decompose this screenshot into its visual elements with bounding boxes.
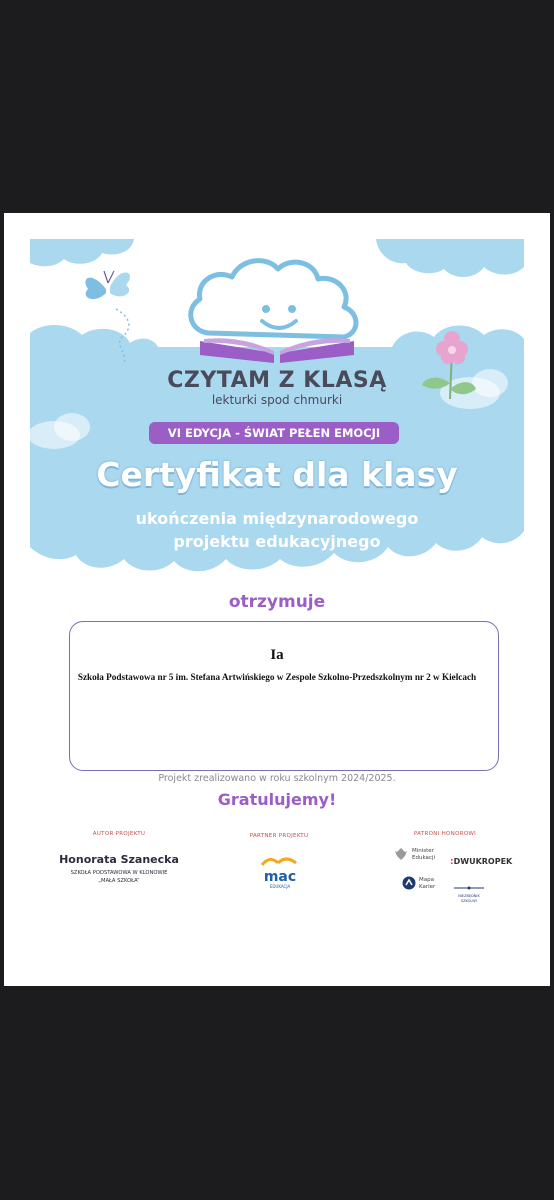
map-pin-icon (402, 876, 416, 890)
partner-heading: PARTNER PROJEKTU (249, 833, 309, 839)
patron-dwukropek-label: DWUKROPEK (453, 857, 513, 866)
author-school-line2: „MAŁA SZKOŁA” (98, 878, 140, 884)
logo-title: CZYTAM Z KLASĄ (167, 368, 387, 393)
patron-mapa-karier (402, 875, 452, 893)
header-illustration (4, 213, 550, 613)
mac-logo-text: mac (263, 869, 297, 885)
author-heading: AUTOR PROJEKTU (92, 831, 146, 837)
school-name: Szkoła Podstawowa nr 5 im. Stefana Artwińskiego w Zespole Szkolno-Przedszkolnym nr 2 w Kielcach (77, 672, 477, 682)
butterfly-icon (85, 271, 130, 299)
niezbednik-line-icon (454, 886, 484, 890)
patron-minister (394, 846, 444, 864)
mac-logo-sub: EDUKACJA (269, 884, 291, 889)
patron-niezbednik (452, 875, 486, 904)
edition-badge: VI EDYCJA - ŚWIAT PEŁEN EMOCJI (149, 422, 399, 444)
project-year-note: Projekt zrealizowano w roku szkolnym 2024/2025. (158, 773, 396, 784)
patron-minister-label: Minister Edukacji (412, 848, 435, 861)
patron-niezbednik-label: NIEZBĘDNIK SZKOLNY (458, 894, 480, 903)
certificate-page (4, 213, 550, 986)
cloud-top-left (30, 239, 134, 266)
author-name: Honorata Szanecka (59, 853, 179, 866)
author-school-line1: SZKOŁA PODSTAWOWA W KLONOWIE (70, 870, 168, 876)
certificate-subtitle-line1: ukończenia międzynarodowego (135, 509, 419, 528)
certificate-subtitle-line2: projektu edukacyjnego (173, 532, 381, 551)
colon-icon: : (450, 857, 454, 867)
patrons-heading: PATRONI HONOROWI (413, 831, 477, 837)
eagle-icon (394, 846, 408, 862)
receives-label: otrzymuje (228, 592, 326, 612)
congratulations: Gratulujemy! (217, 790, 337, 809)
certificate-title: Certyfikat dla klasy (96, 455, 458, 494)
mac-wave-icon (258, 853, 302, 869)
class-name: Ia (270, 647, 284, 663)
author-school (54, 869, 184, 885)
patron-dwukropek (450, 849, 512, 868)
cloud-top-right (376, 239, 524, 277)
mac-logo (258, 853, 302, 891)
logo-subtitle: lekturki spod chmurki (211, 393, 343, 407)
recipient-box (69, 621, 499, 771)
certificate-subtitle (4, 507, 550, 553)
patron-mapa-karier-label: Mapa Karier (419, 877, 436, 890)
